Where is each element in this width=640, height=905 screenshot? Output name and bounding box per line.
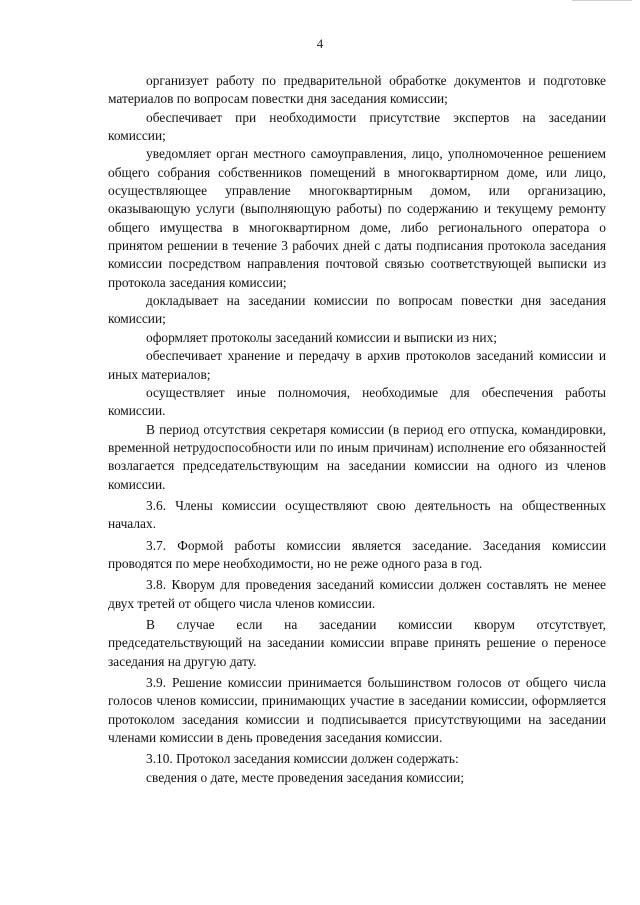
paragraph-reports: докладывает на заседании комиссии по вопросам повестки дня заседания комиссии;: [108, 293, 606, 327]
paragraph-archive: обеспечивает хранение и передачу в архив протоколов заседаний комиссии и иных материалов;: [108, 348, 606, 382]
paragraph-date-place: сведения о дате, месте проведения заседания комиссии;: [146, 769, 465, 785]
paragraph-secretary-absence: В период отсутствия секретаря комиссии (в период его отпуска, командировки, временной нетрудоспособности или по иным причинам) исполнение его обязанностей возлагается председательствующим на заседании комиссии на одного из членов комиссии.: [108, 421, 606, 492]
paragraph-3-9: 3.9. Решение комиссии принимается большинством голосов от общего числа голосов членов комиссии, принимающих участие в заседании комиссии, оформляется протоколом заседания комиссии и подписывается присутствующими на заседании членами комиссии в день проведения заседания комиссии.: [108, 675, 606, 746]
paragraph-organize-work: организует работу по предварительной обработке документов и подготовке материалов по вопросам повестки дня заседания комиссии;: [108, 73, 606, 107]
paragraph-3-8: 3.8. Кворум для проведения заседаний комиссии должен составлять не менее двух третей от общего числа членов комиссии.: [108, 577, 606, 611]
paragraph-3-6: 3.6. Члены комиссии осуществляют свою деятельность на общественных началах.: [108, 497, 606, 532]
paragraph-quorum-absent: В случае если на заседании комиссии кворум отсутствует, председательствующий на заседании комиссии вправе принять решение о переносе заседания на другую дату.: [108, 616, 606, 669]
paragraph-other-powers: осуществляет иные полномочия, необходимые для обеспечения работы комиссии.: [108, 384, 606, 419]
paragraph-3-10: 3.10. Протокол заседания комиссии должен содержать:: [146, 751, 459, 767]
paragraph-protocols: оформляет протоколы заседаний комиссии и выписки из них;: [146, 329, 497, 345]
paragraph-experts-presence: обеспечивает при необходимости присутствие экспертов на заседании комиссии;: [108, 109, 606, 144]
paragraph-3-7: 3.7. Формой работы комиссии является заседание. Заседания комиссии проводятся по мере необходимости, но не реже одного раза в год.: [108, 537, 606, 571]
paragraph-notification: уведомляет орган местного самоуправления, лицо, уполномоченное решением общего собрания собственников помещений в многоквартирном доме, или лицо, осуществляющее управление многоквартирным домом, или организацию, оказывающую услуги (выполняющую работы) по содержанию и текущему ремонту общего имущества в многоквартирном доме, либо регионального оператора о принятом решении в течение 3 рабочих дней с даты подписания протокола заседания комиссии посредством направления почтовой связью соответствующей выписки из протокола заседания комиссии;: [108, 146, 606, 290]
document-body: [108, 72, 606, 787]
scan-edge-mark: [572, 0, 632, 5]
page-number: 4: [316, 36, 324, 51]
